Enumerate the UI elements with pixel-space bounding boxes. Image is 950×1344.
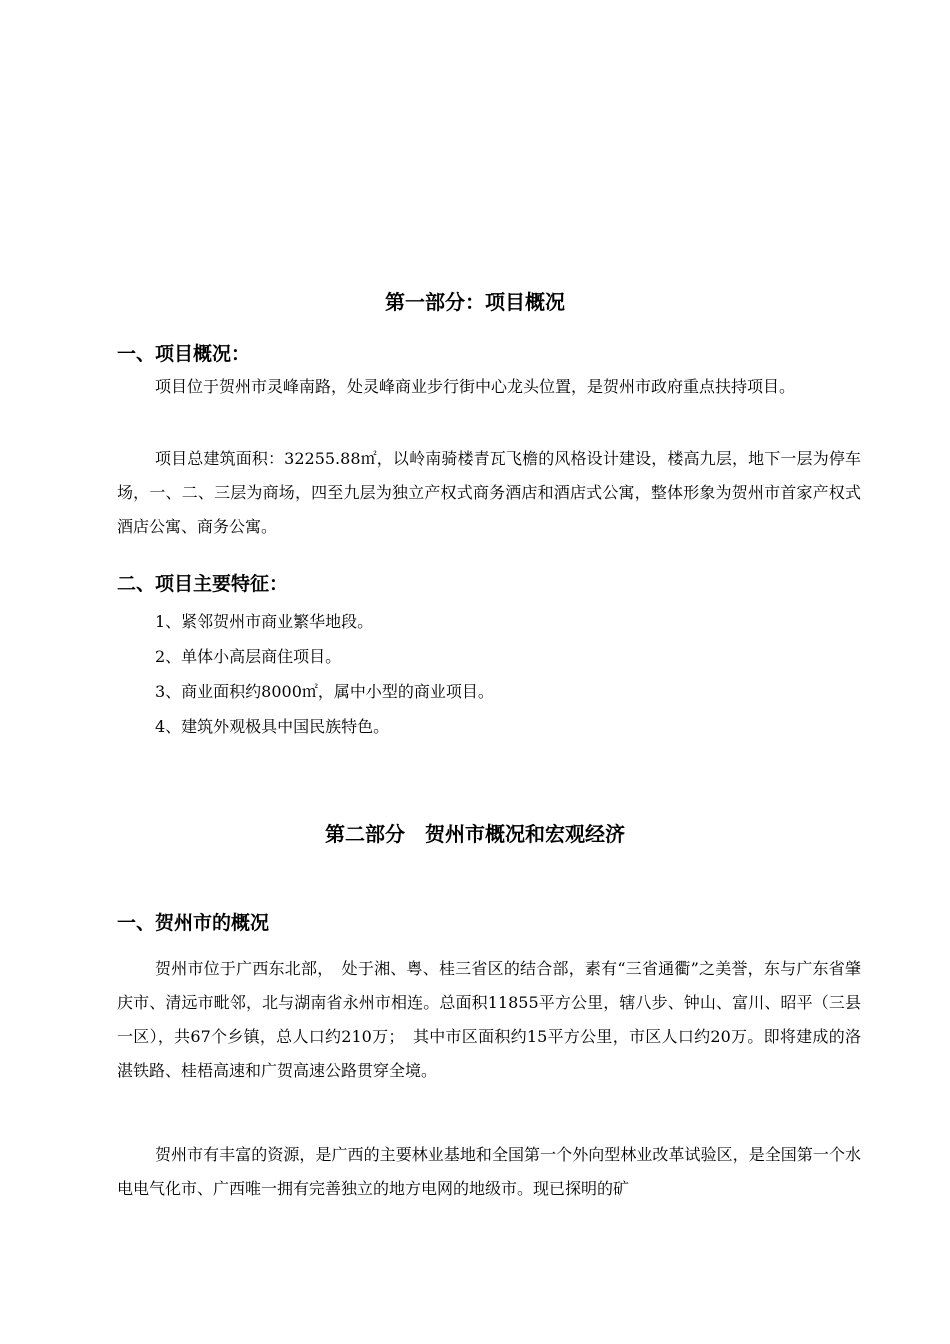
part1-title: 第一部分：项目概况 <box>385 290 565 314</box>
feature-list <box>155 604 494 744</box>
part2-title: 第二部分 贺州市概况和宏观经济 <box>325 822 625 846</box>
part1-section1-paragraph-2: 项目总建筑面积：32255.88㎡，以岭南骑楼青瓦飞檐的风格设计建设，楼高九层，地下一层为停车场，一、二、三层为商场，四至九层为独立产权式商务酒店和酒店式公寓，整体形象为贺州市首家产权式酒店公寓、商务公寓。 <box>117 449 861 536</box>
part2-section1-paragraph-1: 贺州市位于广西东北部， 处于湘、粤、桂三省区的结合部，素有“三省通衢”之美誉，东与广东省肇庆市、清远市毗邻，北与湖南省永州市相连。总面积11855平方公里，辖八步、钟山、富川、昭平（三县一区），共67个乡镇，总人口约210万； 其中市区面积约15平方公里，市区人口约20万。即将建成的洛湛铁路、桂梧高速和广贺高速公路贯穿全境。 <box>117 959 861 1080</box>
part1-section2-heading: 二、项目主要特征： <box>117 573 289 595</box>
feature-item-1: 1、紧邻贺州市商业繁华地段。 <box>155 612 374 631</box>
part1-section1-heading: 一、项目概况： <box>117 343 251 365</box>
feature-item-2: 2、单体小高层商住项目。 <box>155 647 342 666</box>
part2-section1-heading: 一、贺州市的概况 <box>117 912 270 934</box>
part2-section1-paragraph-2: 贺州市有丰富的资源，是广西的主要林业基地和全国第一个外向型林业改革试验区，是全国第一个水电电气化市、广西唯一拥有完善独立的地方电网的地级市。现已探明的矿 <box>117 1145 861 1198</box>
feature-item-4: 4、建筑外观极具中国民族特色。 <box>155 717 390 736</box>
part1-section1-paragraph-1: 项目位于贺州市灵峰南路，处灵峰商业步行街中心龙头位置，是贺州市政府重点扶持项目。 <box>155 377 796 396</box>
feature-item-3: 3、商业面积约8000㎡，属中小型的商业项目。 <box>155 682 494 701</box>
